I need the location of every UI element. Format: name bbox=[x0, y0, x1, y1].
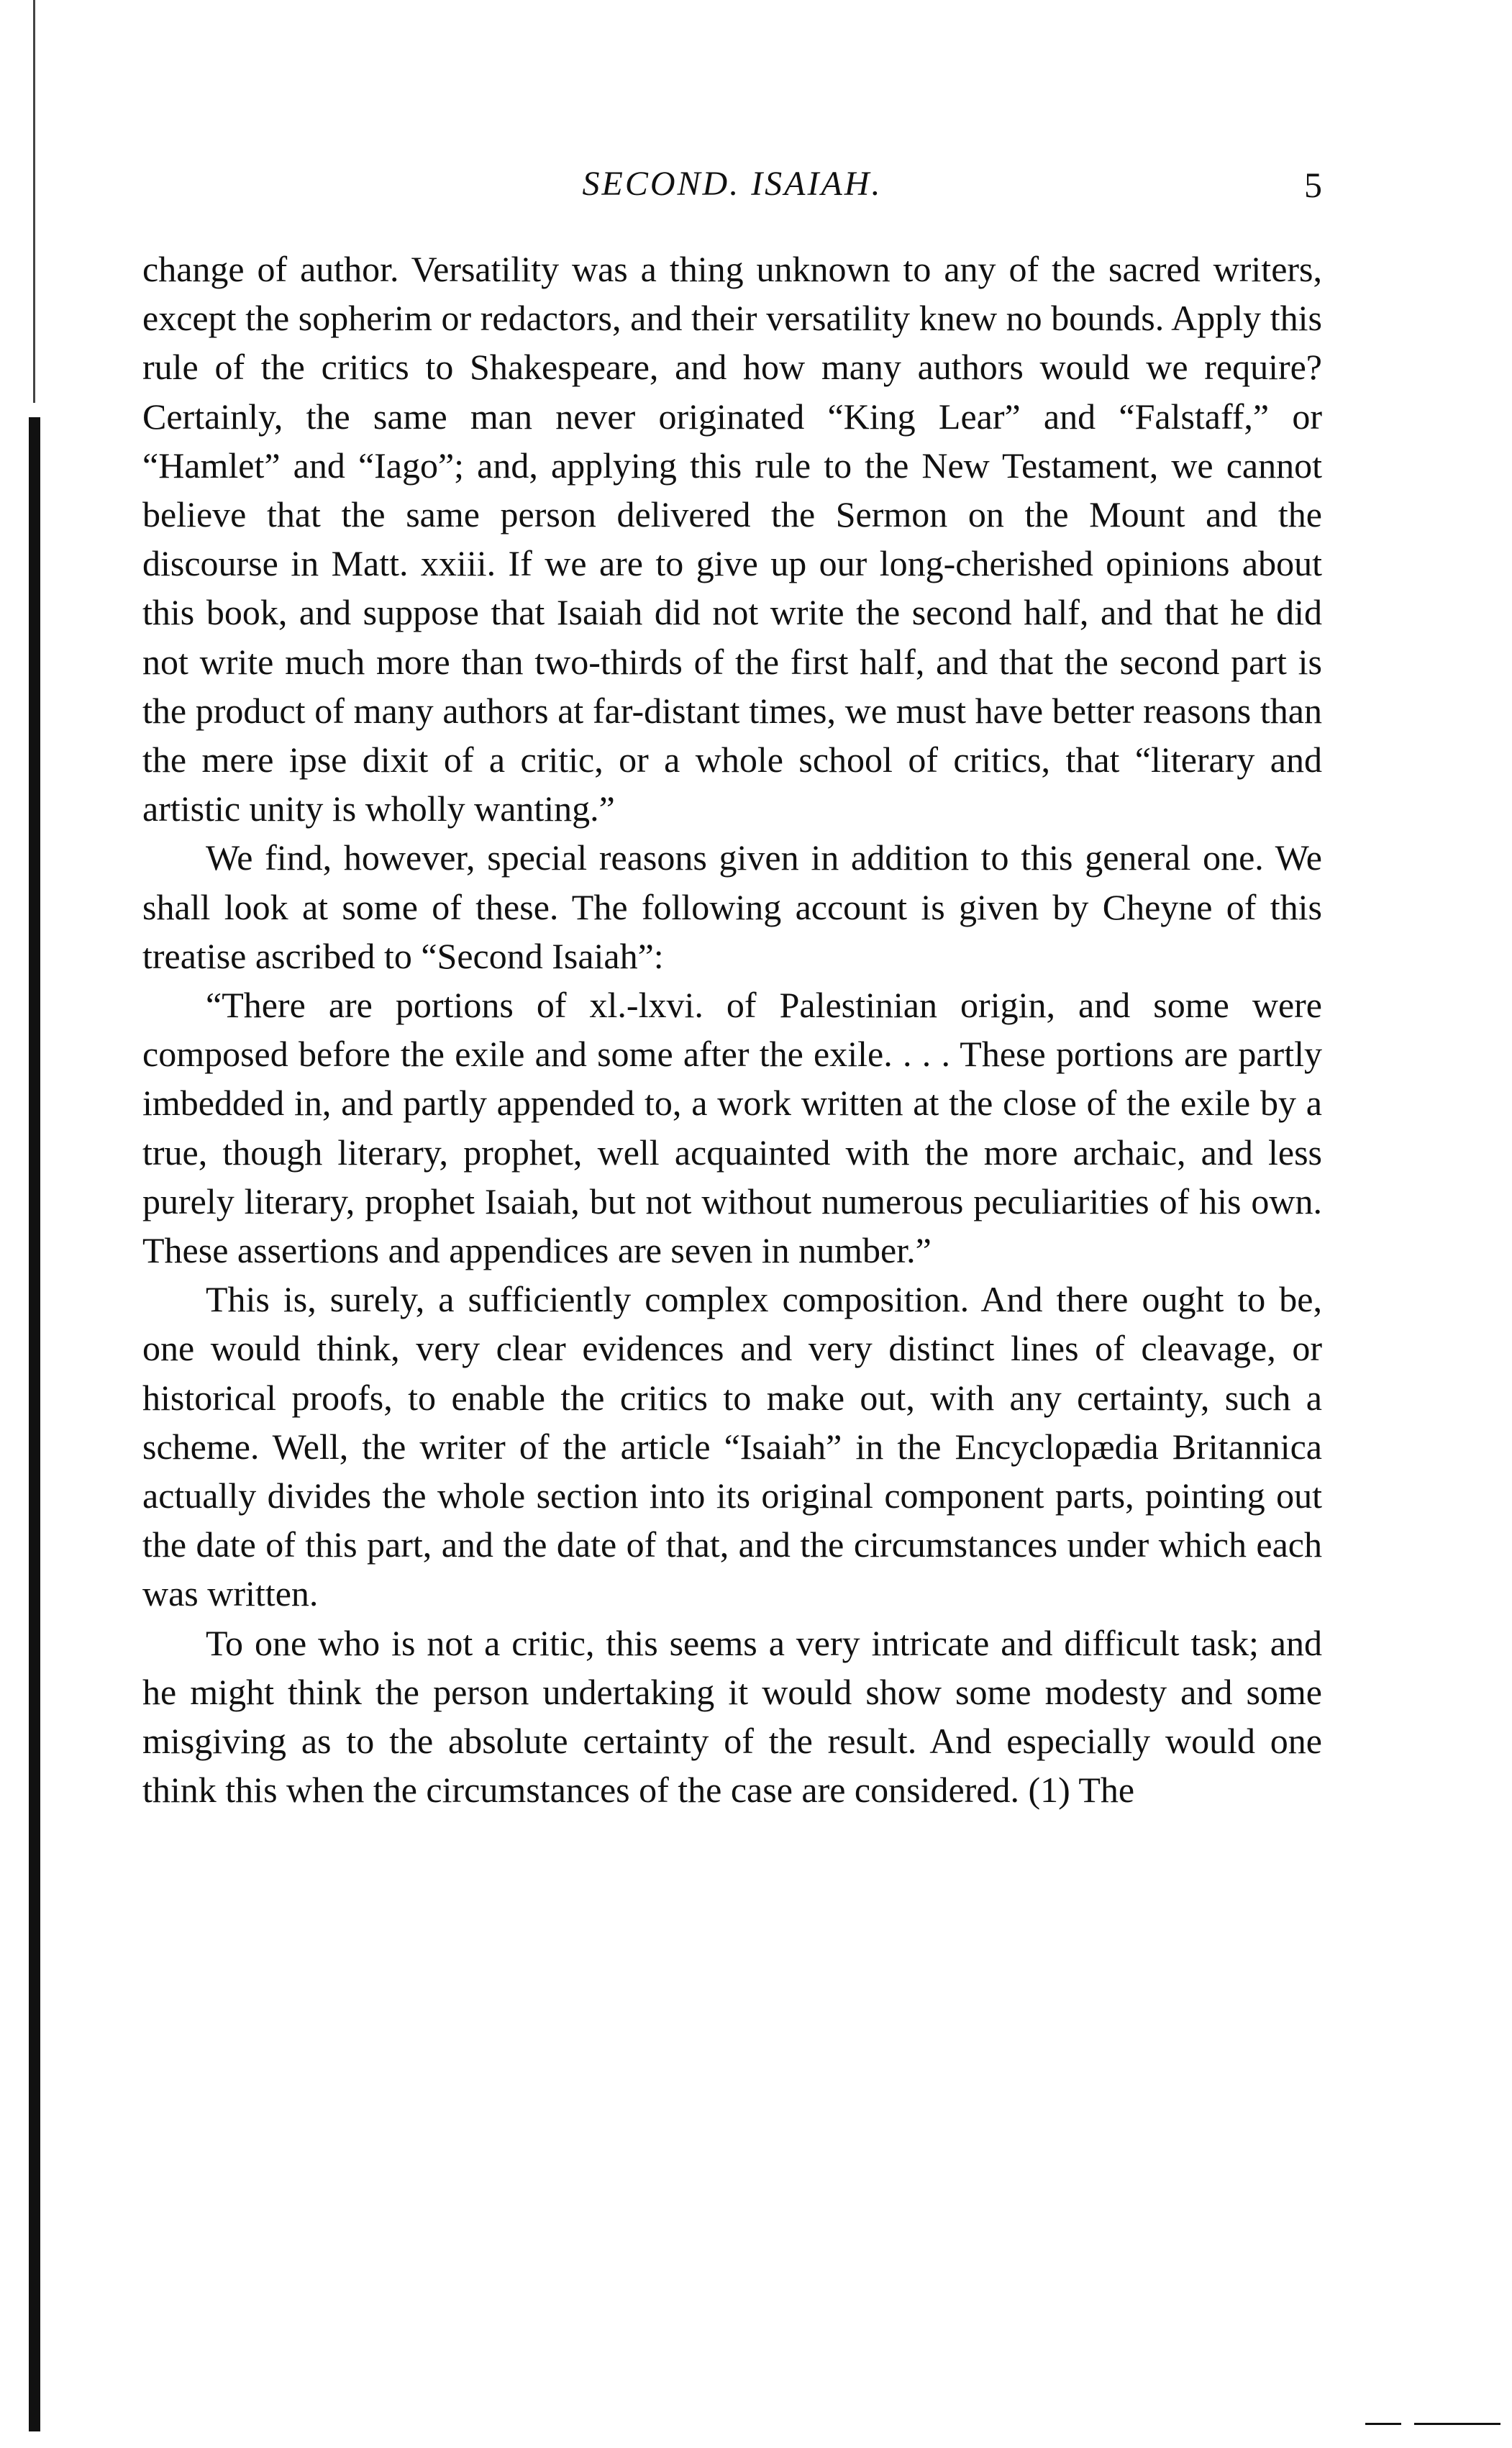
paragraph-2: We find, however, special reasons given in addition to this general one. We shall look at some of these. The following account is given by Cheyne of this treatise ascribed to “Second Isaiah”: bbox=[142, 837, 1322, 976]
footer-rule-short bbox=[1365, 2423, 1401, 2425]
paragraph-1: change of author. Versatility was a thing unknown to any of the sacred writers, except the sopherim or redactors, and their versatility knew no bounds. Apply this rule of the critics to Shakespeare, and how many authors would we require? Certainly, the same man never originated “King Lear” and “Falstaff,” or “Hamlet” and “Iago”; and, applying this rule to the New Testament, we cannot believe that the same person delivered the Sermon on the Mount and the discourse in Matt. xxiii. If we are to give up our long-cherished opinions about this book, and suppose that Isaiah did not write the second half, and that he did not write much more than two-thirds of the first half, and that the second part is the product of many authors at far-distant times, we must have better reasons than the mere ipse dixit of a critic, or a whole school of critics, that “literary and artistic unity is wholly wanting.” bbox=[142, 249, 1322, 829]
paragraph-5: To one who is not a critic, this seems a very intricate and difficult task; and he might think the person undertaking it would show some modesty and some misgiving as to the absolute certainty of the result. And especially would one think this when the circumstances of the case are considered. (1) The bbox=[142, 1622, 1322, 1811]
paragraph-4: This is, surely, a sufficiently complex composition. And there ought to be, one would think, very clear evidences and very distinct lines of cleavage, or historical proofs, to enable the critics to make out, with any certainty, such a scheme. Well, the writer of the article “Isaiah” in the Encyclopædia Britannica actually divides the whole section into its original component parts, pointing out the date of this part, and the date of that, and the circumstances under which each was written. bbox=[142, 1279, 1322, 1614]
scan-binding-edge bbox=[29, 417, 40, 2431]
paragraph-3-quotation: “There are portions of xl.-lxvi. of Palestinian origin, and some were composed before the exile and some after the exile. . . . These portions are partly imbedded in, and partly appended to, a work written at the close of the exile by a true, though literary, prophet, well acquainted with the more archaic, and less purely literary, prophet Isaiah, but not without numerous peculiarities of his own. These assertions and appendices are seven in number.” bbox=[142, 985, 1322, 1271]
scan-binding-edge-top bbox=[33, 0, 35, 403]
running-title: SECOND. ISAIAH. bbox=[582, 165, 883, 203]
page-number: 5 bbox=[1304, 165, 1322, 205]
body-text bbox=[142, 245, 1322, 1815]
running-head bbox=[142, 164, 1322, 214]
footer-rule-long bbox=[1414, 2423, 1500, 2425]
